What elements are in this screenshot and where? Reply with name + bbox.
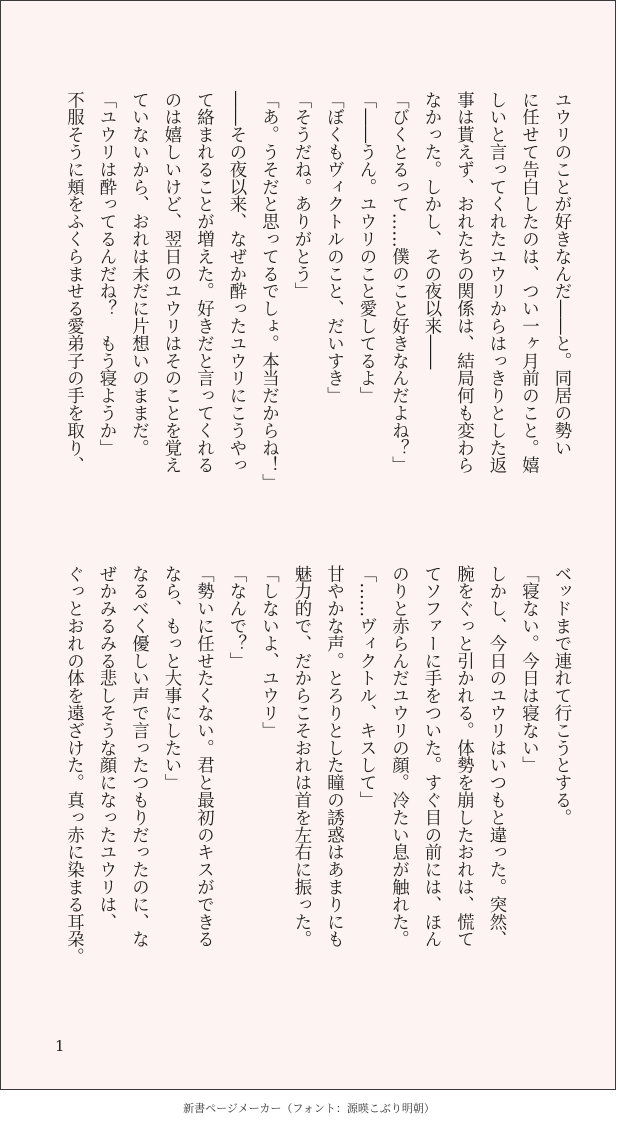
text-line: 甘やかな声。とろりとした瞳の誘惑はあまりにも xyxy=(323,565,344,948)
text-line: なかった。しかし、その夜以来―― xyxy=(421,91,441,370)
text-line: 「寝ない。今日は寝ない」 xyxy=(518,565,539,774)
text-column-bottom xyxy=(47,565,577,1001)
text-line: て絡まれることが増えた。好きだと言ってくれる xyxy=(193,91,214,474)
text-line: てソファーに手をついた。すぐ目の前には、ほん xyxy=(421,565,441,948)
text-line: 「ぼくもヴィクトルのこと、だいすき」 xyxy=(323,91,344,405)
text-line: 「ユウリは酔ってるんだね？ もう寝ようか」 xyxy=(96,91,116,457)
text-line: 魅力的で、だからこそおれは首を左右に振った。 xyxy=(291,565,311,948)
text-line: しかし、今日のユウリはいつもと違った。突然、 xyxy=(486,565,506,948)
text-line: ぐっとおれの体を遠ざけた。真っ赤に染まる耳朶。 xyxy=(63,565,84,966)
text-line: のは嬉しいけど、翌日のユウリはそのことを覚え xyxy=(161,91,181,474)
text-line: 不服そうに頬をふくらませる愛弟子の手を取り、 xyxy=(63,91,84,474)
text-line: 「……ヴィクトル、キスして」 xyxy=(356,565,376,809)
text-line: 「なんで？」 xyxy=(226,565,246,670)
text-line: ベッドまで連れて行こうとする。 xyxy=(551,565,571,826)
text-line: ぜかみるみる悲しそうな顔になったユウリは、 xyxy=(96,565,116,931)
text-line: に任せて告白したのは、つい一ヶ月前のこと。嬉 xyxy=(518,91,539,474)
text-line: 「――うん。ユウリのこと愛してるよ」 xyxy=(356,91,376,405)
text-column-top xyxy=(47,91,577,521)
text-line: 「びくとるって……僕のこと好きなんだよね？」 xyxy=(388,91,409,474)
text-line: 「しないよ、ユウリ」 xyxy=(258,565,279,739)
text-line: ――その夜以来、なぜか酔ったユウリにこうやっ xyxy=(226,91,246,474)
text-line: 「あ。うそだと思ってるでしょ。本当だからね！」 xyxy=(258,91,279,492)
text-line: なるべく優しい声で言ったつもりだったのに、な xyxy=(128,565,149,948)
page-number: 1 xyxy=(55,1037,65,1055)
text-line: ユウリのことが好きなんだ――と。同居の勢い xyxy=(551,91,571,457)
text-line: 「勢いに任せたくない。君と最初のキスができる xyxy=(193,565,214,948)
text-line: のりと赤らんだユウリの顔。冷たい息が触れた。 xyxy=(388,565,409,948)
text-line: 「そうだね。ありがとう」 xyxy=(291,91,311,300)
text-line: なら、もっと大事にしたい」 xyxy=(161,565,181,792)
text-line: 腕をぐっと引かれる。体勢を崩したおれは、慌て xyxy=(453,565,474,948)
text-line: しいと言ってくれたユウリからはっきりとした返 xyxy=(486,91,506,474)
footer-credit: 新書ページメーカー（フォント：源暎こぶり明朝） xyxy=(183,1102,435,1115)
text-line: ていないから、おれは未だに片想いのままだ。 xyxy=(128,91,149,457)
text-line: 事は貰えず、おれたちの関係は、結局何も変わら xyxy=(453,91,474,474)
